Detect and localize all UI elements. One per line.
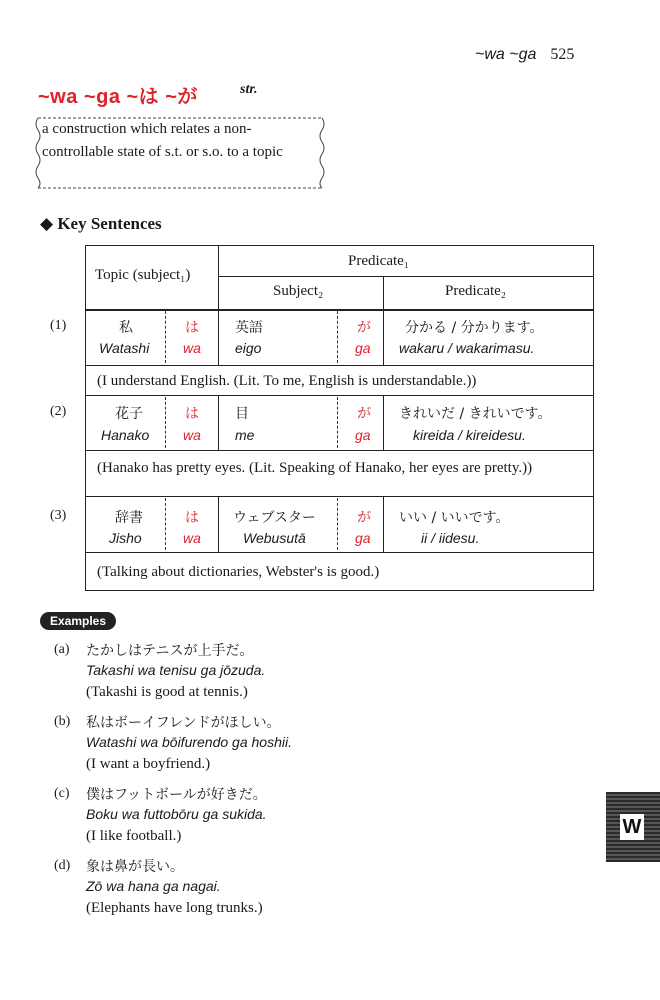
key-sentences-table: [85, 245, 594, 590]
row-1-subj-ro: eigo: [235, 340, 262, 356]
example-a-jp: たかしはテニスが上手だ。: [86, 643, 254, 659]
row-1-number: (1): [50, 318, 67, 333]
row-2-topic-ro: Hanako: [101, 427, 150, 443]
row-1-subj-jp: 英語: [235, 320, 263, 336]
row-3-wa-jp: は: [185, 510, 199, 526]
running-head: [475, 46, 574, 64]
example-b-en: (I want a boyfriend.): [86, 756, 211, 772]
row-3-translation: (Talking about dictionaries, Webster's is good.): [97, 564, 380, 580]
example-c-jp: 僕はフットボールが好きだ。: [86, 787, 267, 803]
entry-title: ~wa ~ga ~は ~が: [38, 86, 198, 108]
row-2-trans-sep: [85, 496, 593, 497]
row3-vline2: [383, 496, 384, 552]
row-3-number: (3): [50, 508, 67, 523]
running-head-topic: ~wa ~ga: [475, 46, 537, 63]
example-c-label: (c): [54, 786, 70, 801]
thumb-index-letter: W: [620, 814, 644, 840]
row-1-pred-ro: wakaru / wakarimasu.: [399, 340, 535, 356]
row-1-pred-jp: 分かる / 分かります。: [405, 320, 544, 336]
example-b-ro: Watashi wa bōifurendo ga hoshii.: [86, 734, 292, 750]
row1-vline: [218, 309, 219, 365]
examples-badge: Examples: [40, 612, 116, 630]
row-1-ga-ro: ga: [355, 340, 371, 356]
row-2-sep: [85, 450, 593, 451]
row-2-translation: (Hanako has pretty eyes. (Lit. Speaking of Hanako, her eyes are pretty.)): [97, 460, 533, 476]
row-3-subj-ro: Webusutā: [243, 530, 306, 546]
row-3-wa-ro: wa: [183, 530, 201, 546]
example-a-label: (a): [54, 642, 70, 657]
row-1-trans-sep: [85, 395, 593, 396]
row-3-sep: [85, 552, 593, 553]
example-b-label: (b): [54, 714, 71, 729]
row-3-ga-jp: が: [357, 510, 371, 526]
dash: [337, 498, 338, 550]
row-3-pred-ro: ii / iidesu.: [421, 530, 480, 546]
header-topic: Topic (subject₁): [95, 267, 191, 283]
dash: [165, 311, 166, 363]
example-d-label: (d): [54, 858, 71, 873]
row-2-subj-ro: me: [235, 427, 255, 443]
row-2-pred-ro: kireida / kireidesu.: [413, 427, 526, 443]
dash: [337, 311, 338, 363]
row-3-topic-ro: Jisho: [109, 530, 142, 546]
row-2-ga-ro: ga: [355, 427, 371, 443]
example-a-en: (Takashi is good at tennis.): [86, 684, 248, 700]
header-predicate2: Predicate₂: [445, 283, 507, 299]
header-predicate1: Predicate₁: [348, 253, 410, 269]
row-1-topic-jp: 私: [119, 320, 133, 336]
row-1-sep: [85, 365, 593, 366]
example-c-ro: Boku wa futtobōru ga sukida.: [86, 806, 267, 822]
row-1-translation: (I understand English. (Lit. To me, English is understandable.)): [97, 373, 477, 389]
row2-vline: [218, 395, 219, 450]
dash: [165, 397, 166, 448]
header-hdivider: [218, 276, 593, 277]
example-b-jp: 私はボーイフレンドがほしい。: [86, 715, 281, 731]
key-sentences-title: Key Sentences: [57, 214, 162, 233]
row-3-topic-jp: 辞書: [115, 510, 143, 526]
row-3-subj-jp: ウェブスター: [233, 510, 316, 526]
dash: [337, 397, 338, 448]
header-subject2: Subject₂: [273, 283, 324, 299]
example-d-ro: Zō wa hana ga nagai.: [86, 878, 221, 894]
row-2-ga-jp: が: [357, 406, 371, 422]
diamond-icon: ◆: [40, 214, 54, 233]
row-2-topic-jp: 花子: [115, 406, 143, 422]
row-1-wa-jp: は: [185, 320, 199, 336]
row-3-pred-jp: いい / いいです。: [399, 510, 510, 526]
row-2-pred-jp: きれいだ / きれいです。: [399, 406, 552, 422]
row-1-ga-jp: が: [357, 320, 371, 336]
page-number: 525: [550, 46, 575, 63]
example-d-en: (Elephants have long trunks.): [86, 900, 263, 916]
row-2-number: (2): [50, 404, 67, 419]
row3-vline: [218, 496, 219, 552]
definition-text: a construction which relates a non-controllable state of s.t. or s.o. to a topic: [42, 121, 283, 160]
row-1-wa-ro: wa: [183, 340, 201, 356]
row-2-wa-ro: wa: [183, 427, 201, 443]
row-2-subj-jp: 目: [235, 406, 249, 422]
example-c-en: (I like football.): [86, 828, 182, 844]
row2-vline2: [383, 395, 384, 450]
row-3-ga-ro: ga: [355, 530, 371, 546]
example-a-ro: Takashi wa tenisu ga jōzuda.: [86, 662, 266, 678]
row-2-wa-jp: は: [185, 406, 199, 422]
entry-part-of-speech: str.: [240, 82, 258, 97]
dash: [165, 498, 166, 550]
definition-box: [34, 114, 326, 192]
header-divider-2: [383, 276, 384, 309]
row-1-topic-ro: Watashi: [99, 340, 150, 356]
row1-vline2: [383, 309, 384, 365]
thumb-index-tab: [606, 792, 660, 862]
key-sentences-heading: [40, 214, 162, 234]
header-divider: [218, 245, 219, 309]
example-d-jp: 象は鼻が長い。: [86, 859, 184, 875]
